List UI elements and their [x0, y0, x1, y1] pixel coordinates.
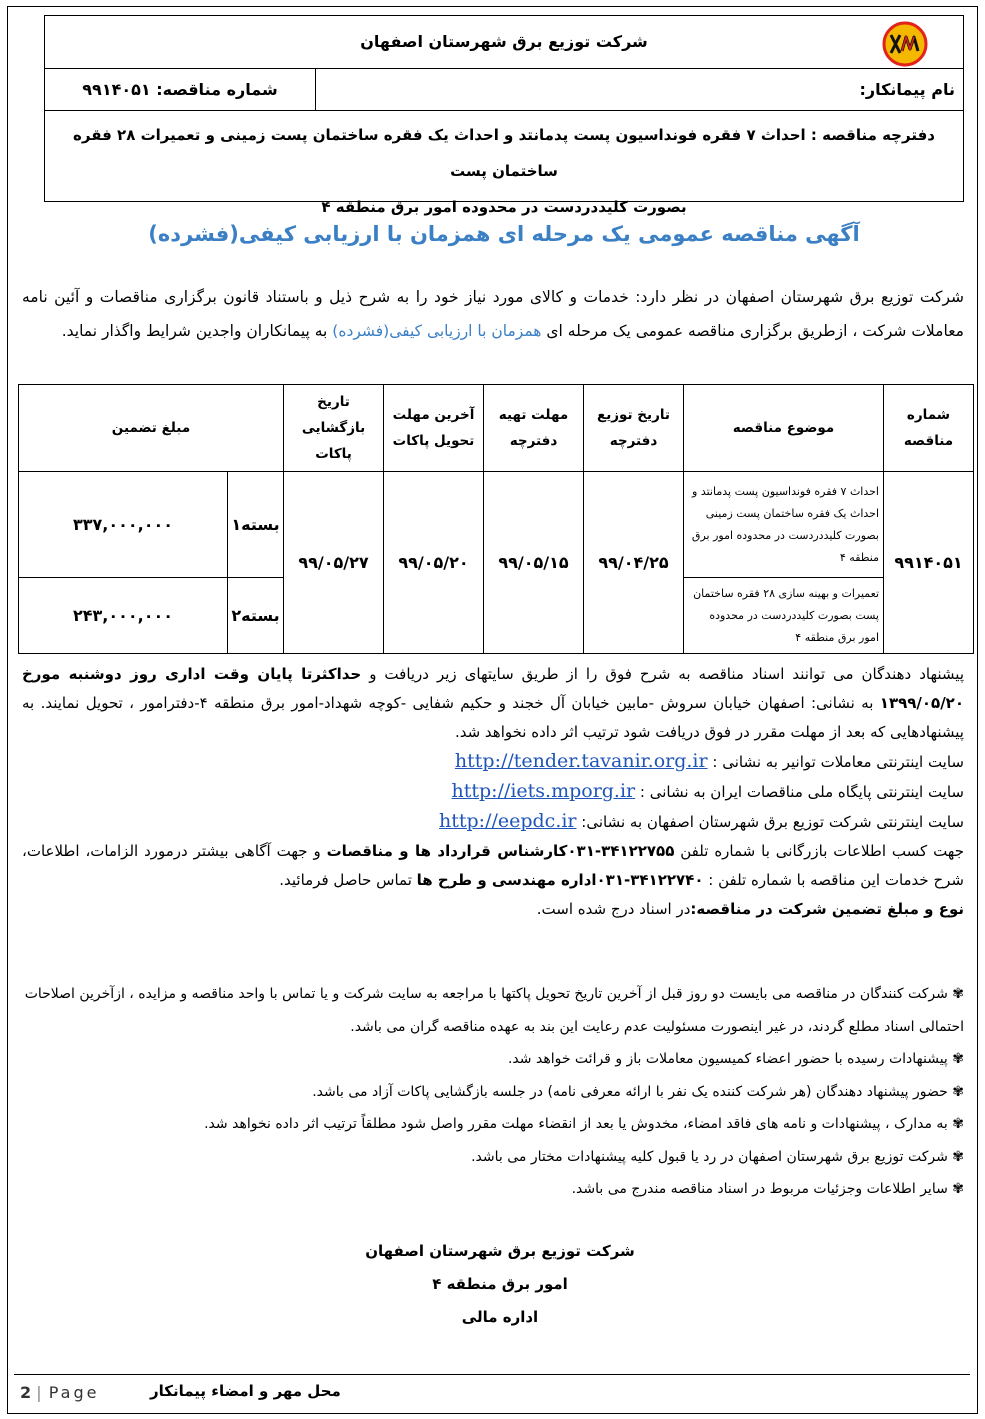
page-word: Page: [48, 1383, 100, 1402]
intro-paragraph: [22, 280, 964, 348]
contact-text: جهت کسب اطلاعات بازرگانی با شماره تلفن: [674, 842, 964, 860]
cell-subject-1: احداث ۷ فقره فونداسیون پست پدمانتد و احداث یک فقره ساختمان پست زمینی بصورت کلیددردست در محدوده امور برق منطقه ۴: [684, 472, 884, 578]
table-header-row: [19, 385, 974, 472]
col-header-prep-deadline: مهلت تهیه دفترچه: [484, 385, 584, 472]
submission-text: پیشنهاد دهندگان می توانند اسناد مناقصه به شرح فوق را از طریق سایتهای زیر دریافت و: [361, 665, 964, 683]
col-header-subject: موضوع مناقصه: [684, 385, 884, 472]
tender-number: شماره مناقصه: ۹۹۱۴۰۵۱: [82, 80, 278, 99]
contractor-name-label: نام پیمانکار:: [315, 69, 963, 110]
intro-highlight: همزمان با ارزیابی کیفی(فشرده): [332, 322, 542, 340]
cell-pkg1-amount: ۳۳۷,۰۰۰,۰۰۰: [19, 472, 228, 578]
submission-deadline: حداکثرتا پایان وقت اداری روز دوشنبه مورخ ۱۳۹۹/۰۵/۲۰: [22, 665, 964, 712]
signature-company: شرکت توزیع برق شهرستان اصفهان: [365, 1242, 635, 1260]
contact-engineering: ۳۴۱۲۲۷۴۰-۰۳۱اداره مهندسی و طرح ها: [416, 871, 704, 889]
cell-pkg2-label: بسته۲: [228, 578, 284, 654]
list-item: ✾ شرکت کنندگان در مناقصه می بایست دو روز قبل از آخرین تاریخ تحویل پاکتها با مراجعه به سایت شرکت و یا تماس با واحد مناقصه و مزایده ، ازآخرین اصلاحات احتمالی اسناد مطلع گردند، در غیر اینصورت مسئولیت عدم رعایت این بند به عهده مناقصه گران می باشد.: [24, 986, 964, 1035]
list-item: ✾ سایر اطلاعات وجزئیات مربوط در اسناد مناقصه مندرج می باشد.: [571, 1181, 964, 1197]
submission-address: به نشانی: اصفهان خیابان سروش -مابین خیابان آل خجند و حکیم شفایی -کوچه شهداد-امور برق منطقه ۴-دفترامور ، تحویل نمایند. به پیشنهادهایی که بعد از مهلت مقرر در فوق دریافت شود ترتیب اثر داده نخواهد شد.: [22, 694, 964, 741]
intro-text: شرکت توزیع برق شهرستان اصفهان در نظر دارد: خدمات و کالای مورد نیاز خود را به شرح ذیل و باستناد قانون برگزاری مناقصات و آئین نامه معاملات شرکت ، ازطریق برگزاری مناقصه عمومی یک مرحله ای: [22, 288, 964, 340]
submission-paragraph: [22, 660, 964, 747]
footer-divider: [14, 1374, 970, 1375]
header-box: [44, 15, 964, 216]
contractor-seal-label: محل مهر و امضاء پیمانکار: [150, 1382, 341, 1400]
col-header-dist-date: تاریخ توزیع دفترچه: [584, 385, 684, 472]
site-line-tavanir: [22, 747, 964, 777]
signature-block: [300, 1235, 700, 1334]
cell-pkg1-label: بسته۱: [228, 472, 284, 578]
booklet-title: [45, 111, 963, 216]
tender-table: [18, 384, 974, 654]
cell-prep-deadline: ۹۹/۰۵/۱۵: [484, 472, 584, 654]
list-item: ✾ به مدارک ، پیشنهادات و نامه های فاقد امضاء، مخدوش یا بعد از انقضاء مهلت مقرر واصل شود مطلقاً ترتیب اثر داده نخواهد شد.: [204, 1116, 964, 1132]
col-header-number: شماره مناقصه: [884, 385, 974, 472]
guarantee-type-line: [22, 895, 964, 924]
contact-text-2: و جهت آگاهی بیشتر درمورد الزامات، اطلاعات، شرح خدمات این مناقصه با شماره تلفن :: [22, 842, 964, 889]
site-iets-link[interactable]: http://iets.mporg.ir: [451, 780, 636, 802]
signature-department: اداره مالی: [461, 1308, 539, 1326]
cell-subject-2: تعمیرات و بهینه سازی ۲۸ فقره ساختمان پست بصورت کلیددردست در محدوده امور برق منطقه ۴: [684, 578, 884, 654]
contact-text-end: تماس حاصل فرمائید.: [279, 871, 417, 889]
col-header-guarantee: مبلغ تضمین: [19, 385, 284, 472]
site-line-eepdc: [22, 807, 964, 837]
announcement-headline: آگهی مناقصه عمومی یک مرحله ای همزمان با ارزیابی کیفی(فشرده): [148, 222, 860, 246]
cell-delivery-deadline: ۹۹/۰۵/۲۰: [384, 472, 484, 654]
page-number: 2 | Page: [20, 1383, 100, 1402]
company-name: شرکت توزیع برق شهرستان اصفهان: [360, 32, 648, 51]
site-tavanir-link[interactable]: http://tender.tavanir.org.ir: [454, 750, 708, 772]
cell-opening-date: ۹۹/۰۵/۲۷: [284, 472, 384, 654]
details-section: [22, 660, 964, 924]
cell-pkg2-amount: ۲۴۳,۰۰۰,۰۰۰: [19, 578, 228, 654]
list-item: ✾ حضور پیشنهاد دهندگان (هر شرکت کننده یک نفر با ارائه معرفی نامه) در جلسه بازگشایی پاکات آزاد می باشد.: [312, 1083, 964, 1100]
booklet-title-line1: دفترچه مناقصه : احداث ۷ فقره فونداسیون پست پدمانتد و احداث یک فقره ساختمان پست زمینی و تعمیرات ۲۸ فقره ساختمان پست: [73, 126, 935, 180]
site-eepdc-link[interactable]: http://eepdc.ir: [438, 810, 577, 832]
col-header-opening-date: تاریخ بازگشایی پاکات: [284, 385, 384, 472]
contact-commerce: ۳۴۱۲۲۷۵۵-۰۳۱کارشناس قرارداد ها و مناقصات: [326, 842, 675, 860]
list-item: ✾ شرکت توزیع برق شهرستان اصفهان در رد یا قبول کلیه پیشنهادات مختار می باشد.: [471, 1148, 964, 1165]
cell-dist-date: ۹۹/۰۴/۲۵: [584, 472, 684, 654]
intro-text-end: به پیمانکاران واجدین شرایط واگذار نماید.: [61, 322, 333, 340]
booklet-title-line2: بصورت کلیددردست در محدوده امور برق منطقه ۴: [321, 198, 687, 216]
page-number-value: 2: [20, 1383, 32, 1402]
signature-region: امور برق منطقه ۴: [432, 1275, 568, 1293]
col-header-delivery-deadline: آخرین مهلت تحویل پاکات: [384, 385, 484, 472]
conditions-list: [22, 978, 964, 1206]
site-eepdc-label: سایت اینترنتی شرکت توزیع برق شهرستان اصفهان به نشانی:: [581, 813, 964, 831]
site-line-iets: [22, 777, 964, 807]
guarantee-type-label: نوع و مبلغ تضمین شرکت در مناقصه:: [690, 900, 964, 918]
table-row: [19, 472, 974, 578]
cell-tender-number: ۹۹۱۴۰۵۱: [884, 472, 974, 654]
contact-paragraph: [22, 837, 964, 895]
company-logo-icon: [882, 21, 928, 67]
site-tavanir-label: سایت اینترنتی معاملات توانیر به نشانی :: [712, 753, 964, 771]
guarantee-type-text: در اسناد درج شده است.: [536, 900, 691, 918]
site-iets-label: سایت اینترنتی پایگاه ملی مناقصات ایران به نشانی :: [639, 783, 964, 801]
list-item: ✾ پیشنهادات رسیده با حضور اعضاء کمیسیون معاملات باز و قرائت خواهد شد.: [507, 1051, 964, 1067]
